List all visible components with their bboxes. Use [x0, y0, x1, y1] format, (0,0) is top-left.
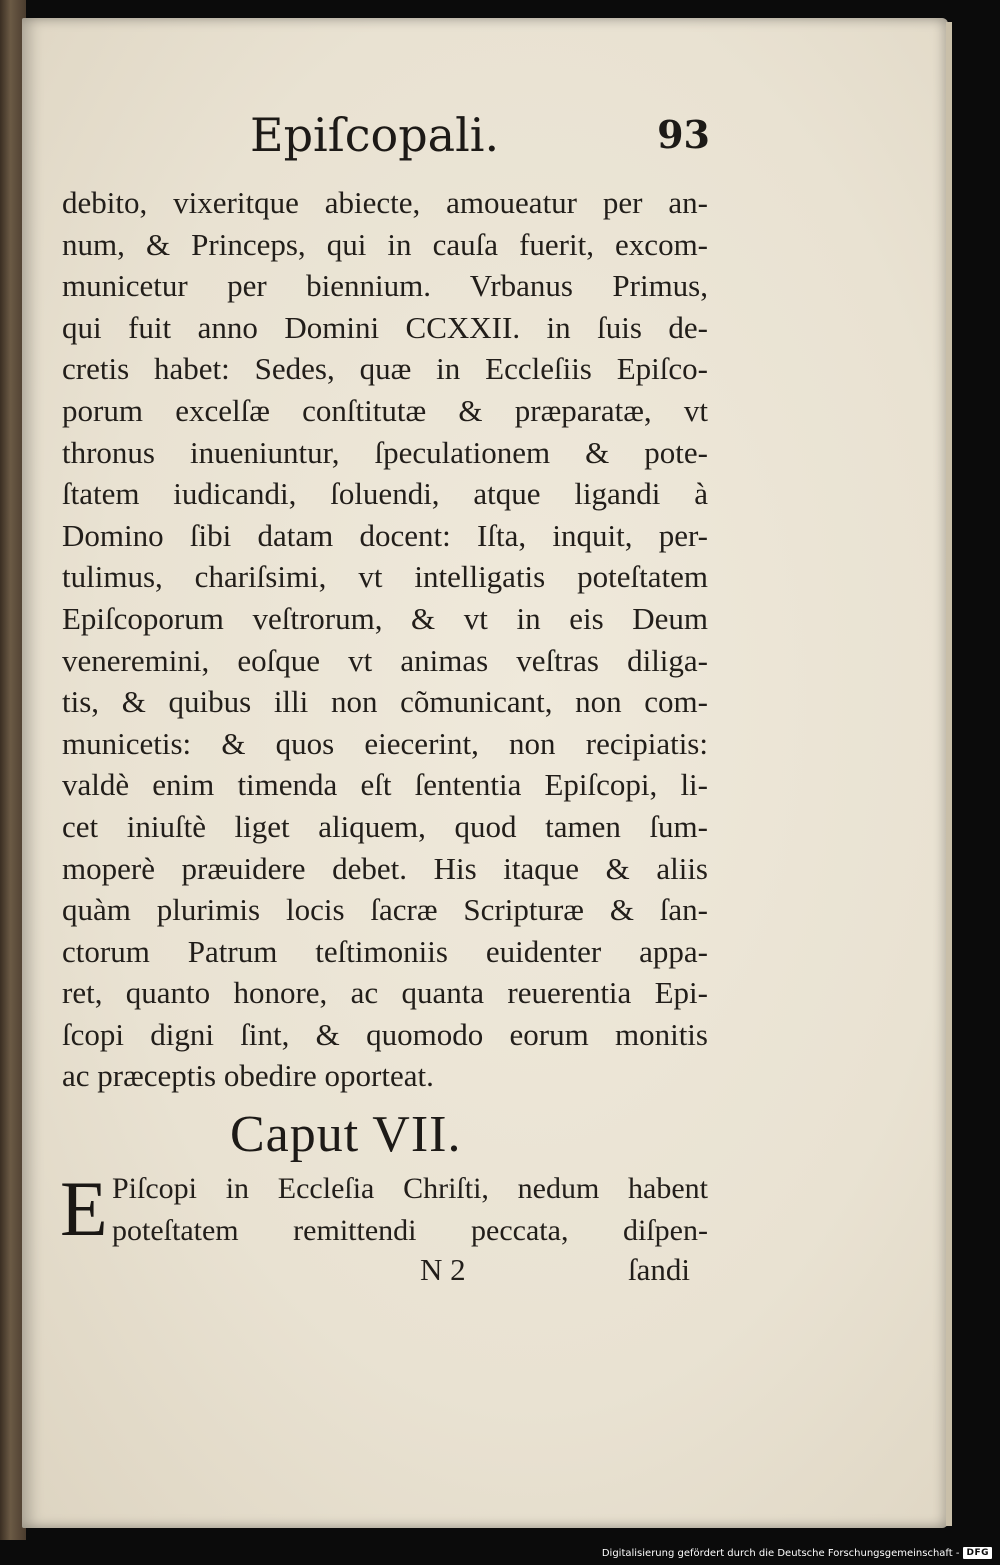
text-line: municetur per biennium. Vrbanus Primus,	[62, 268, 708, 304]
text-line: ſtatem iudicandi, ſoluendi, atque ligandi à	[62, 476, 708, 512]
credit-text: Digitalisierung gefördert durch die Deutsche Forschungsgemeinschaft -	[601, 1547, 960, 1559]
text-line: moperè præuidere debet. His itaque & aliis	[62, 850, 708, 886]
body-text	[62, 182, 708, 1097]
text-line: porum excelſæ conſtitutæ & præparatæ, vt	[62, 392, 708, 428]
text-line: quàm plurimis locis ſacræ Scripturæ & ſan-	[62, 892, 708, 928]
text-line: tis, & quibus illi non cõmunicant, non com-	[62, 684, 708, 720]
dfg-logo-icon: DFG	[963, 1547, 992, 1559]
text-line: veneremini, eoſque vt animas veſtras diliga-	[62, 642, 708, 678]
text-line: qui fuit anno Domini CCXXII. in ſuis de-	[62, 309, 708, 345]
catchword: ſandi	[628, 1252, 690, 1287]
text-line: valdè enim timenda eſt ſententia Epiſcopi, li-	[62, 767, 708, 803]
text-line: poteſtatem remittendi peccata, diſpen-	[112, 1213, 708, 1247]
chapter-lines	[112, 1168, 708, 1251]
signature-mark: N 2	[420, 1252, 466, 1287]
text-line: Domino ſibi datam docent: Iſta, inquit, per-	[62, 517, 708, 553]
text-line: thronus inueniuntur, ſpeculationem & pote-	[62, 434, 708, 470]
text-line: Piſcopi in Eccleſia Chriſti, nedum habent	[112, 1172, 708, 1205]
digitization-credit	[602, 1545, 992, 1561]
text-line: ret, quanto honore, ac quanta reuerentia Epi-	[62, 975, 708, 1011]
page-edge	[946, 22, 952, 1526]
chapter-opening	[60, 1165, 708, 1258]
text-line: ctorum Patrum teſtimoniis euidenter appa-	[62, 933, 708, 969]
text-line: cretis habet: Sedes, quæ in Eccleſiis Epiſco-	[62, 351, 708, 387]
page-number: 93	[657, 112, 710, 157]
running-head: Epiſcopali.	[250, 108, 500, 162]
text-line: tulimus, chariſsimi, vt intelligatis poteſtatem	[62, 559, 708, 595]
text-line: num, & Princeps, qui in cauſa fuerit, excom-	[62, 226, 708, 262]
text-line: ſcopi digni ſint, & quomodo eorum monitis	[62, 1016, 708, 1052]
text-line: ac præceptis obedire oporteat.	[62, 1058, 434, 1094]
text-line: Epiſcoporum veſtrorum, & vt in eis Deum	[62, 600, 708, 636]
text-line: debito, vixeritque abiecte, amoueatur per an-	[62, 185, 708, 220]
text-line: municetis: & quos eiecerint, non recipiatis:	[62, 725, 708, 761]
chapter-heading: Caput VII.	[230, 1106, 462, 1163]
text-line: cet iniuſtè liget aliquem, quod tamen ſum-	[62, 808, 708, 844]
drop-cap: E	[60, 1165, 108, 1252]
page-header	[250, 108, 710, 172]
